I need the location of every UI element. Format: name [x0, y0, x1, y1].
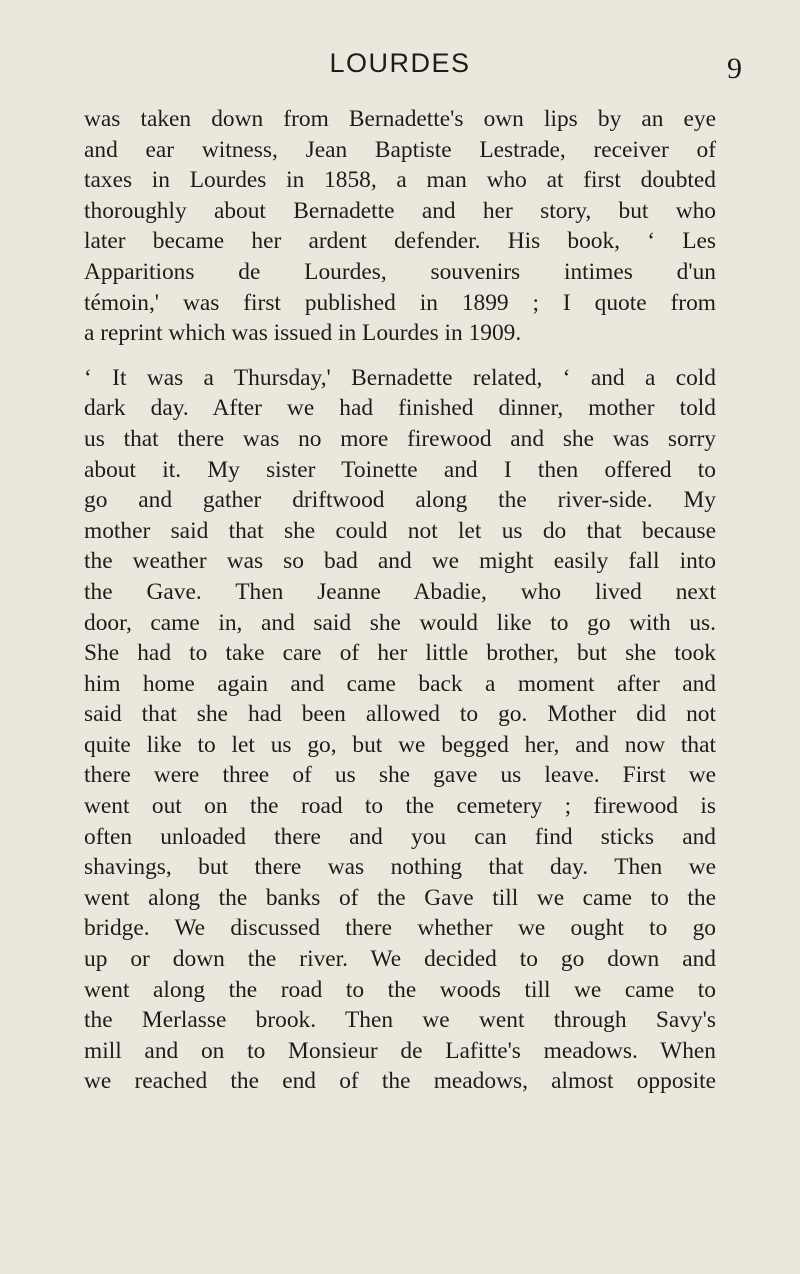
text-line: She had to take care of her little brother, but she took: [84, 640, 716, 667]
text-line: shavings, but there was nothing that day. Then we: [84, 854, 716, 881]
text-line: about it. My sister Toinette and I then offered to: [84, 456, 716, 483]
text-line: mill and on to Monsieur de Lafitte's meadows. When: [84, 1037, 716, 1064]
text-line: often unloaded there and you can find sticks and: [84, 823, 716, 850]
text-line: went out on the road to the cemetery ; firewood is: [84, 793, 716, 820]
paragraph-1: [84, 104, 716, 349]
text-line: ‘ It was a Thursday,' Bernadette related, ‘ and a cold: [84, 364, 716, 391]
text-line: the Merlasse brook. Then we went through Savy's: [84, 1007, 716, 1034]
text-line: up or down the river. We decided to go down and: [84, 946, 716, 973]
paragraph-2: [84, 363, 716, 1097]
text-line: said that she had been allowed to go. Mother did not: [84, 701, 716, 728]
text-line: him home again and came back a moment after and: [84, 670, 716, 697]
page-number: 9: [727, 52, 742, 85]
text-line: bridge. We discussed there whether we ought to go: [84, 915, 716, 942]
text-line: taxes in Lourdes in 1858, a man who at first doubted: [84, 167, 716, 194]
text-line: door, came in, and said she would like to go with us.: [84, 609, 716, 636]
running-title: LOURDES: [329, 48, 471, 78]
text-line: quite like to let us go, but we begged her, and now that: [84, 731, 716, 758]
text-line: the Gave. Then Jeanne Abadie, who lived next: [84, 578, 716, 605]
text-line: dark day. After we had finished dinner, mother told: [84, 395, 716, 422]
body-text: [84, 104, 716, 1097]
text-line: went along the banks of the Gave till we came to the: [84, 884, 716, 911]
paragraph-gap: [84, 349, 716, 363]
text-line: mother said that she could not let us do that because: [84, 517, 716, 544]
text-line: go and gather driftwood along the river-side. My: [84, 487, 716, 514]
text-line: thoroughly about Bernadette and her story, but who: [84, 197, 716, 224]
text-line: and ear witness, Jean Baptiste Lestrade, receiver of: [84, 136, 716, 163]
text-line: was taken down from Bernadette's own lips by an eye: [84, 106, 716, 132]
text-line: a reprint which was issued in Lourdes in 1909.: [84, 320, 522, 347]
text-line: later became her ardent defender. His book, ‘ Les: [84, 228, 716, 255]
text-line: the weather was so bad and we might easily fall into: [84, 548, 716, 575]
text-line: us that there was no more firewood and she was sorry: [84, 425, 716, 452]
text-line: Apparitions de Lourdes, souvenirs intimes d'un: [84, 258, 716, 285]
running-head: [0, 46, 800, 86]
text-line: témoin,' was first published in 1899 ; I quote from: [84, 289, 716, 316]
text-line: there were three of us she gave us leave. First we: [84, 762, 716, 789]
text-line: went along the road to the woods till we came to: [84, 976, 716, 1003]
text-line: we reached the end of the meadows, almost opposite: [84, 1068, 716, 1095]
